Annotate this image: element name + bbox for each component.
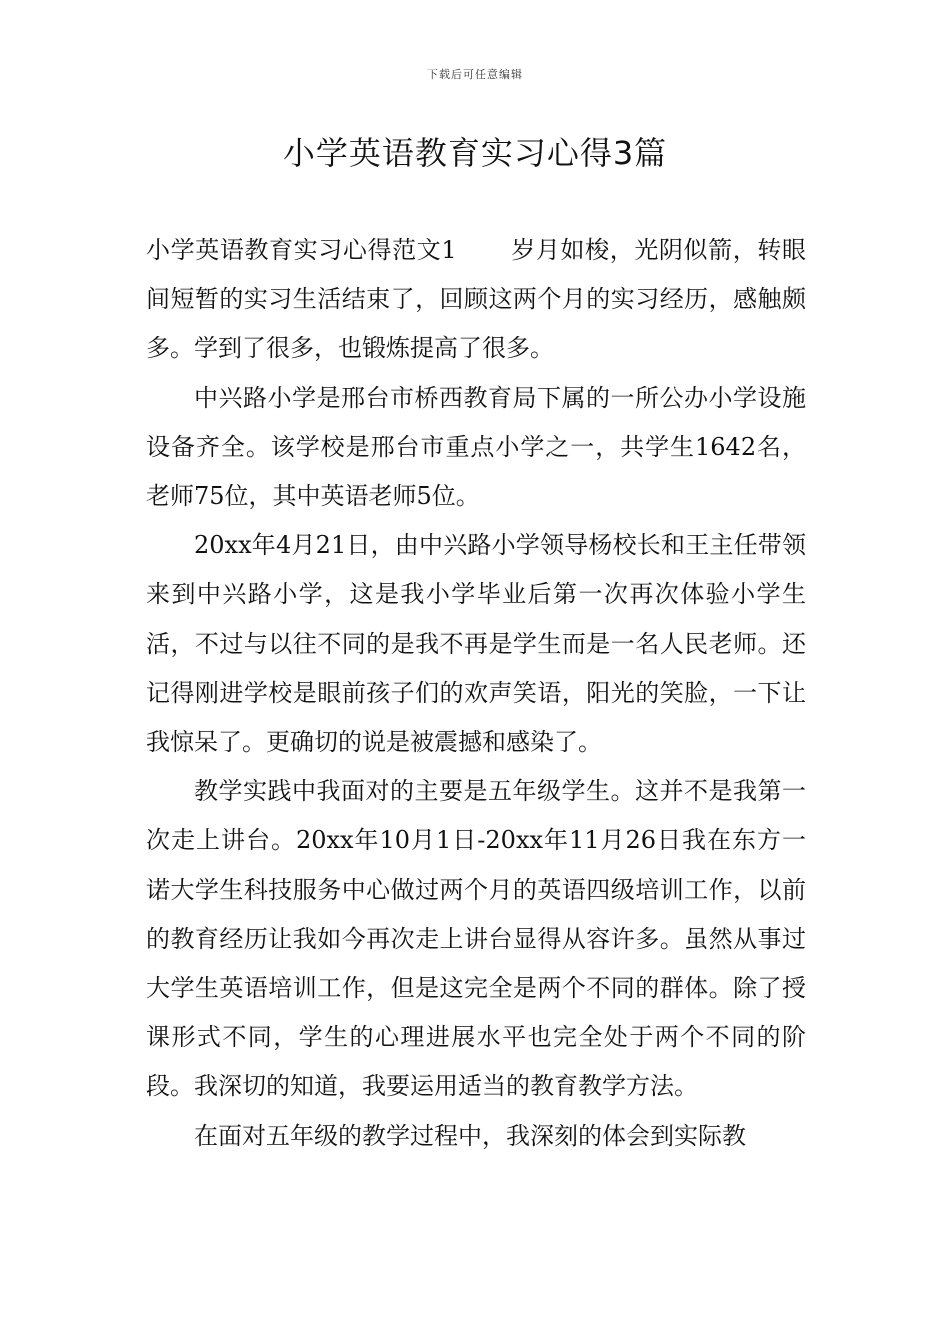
paragraph-4: 教学实践中我面对的主要是五年级学生。这并不是我第一次走上讲台。20xx年10月1日-20xx年11月26日我在东方一诺大学生科技服务中心做过两个月的英语四级培训工作，以前的教育经历让我如今再次走上讲台显得从容许多。虽然从事过大学生英语培训工作，但是这完全是两个不同的群体。除了授课形式不同，学生的心理进展水平也完全处于两个不同的阶段。我深切的知道，我要运用适当的教育教学方法。 <box>146 777 806 1101</box>
paragraph-1-text: 岁月如梭，光阴似箭，转眼间短暂的实习生活结束了，回顾这两个月的实习经历，感触颇多。学到了很多，也锻炼提高了很多。 <box>146 236 806 363</box>
paragraph-5: 在面对五年级的教学过程中，我深刻的体会到实际教 <box>194 1121 746 1150</box>
document-title: 小学英语教育实习心得3篇 <box>282 134 668 172</box>
header-note: 下载后可任意编辑 <box>427 68 523 81</box>
paragraph-3: 20xx年4月21日，由中兴路小学领导杨校长和王主任带领来到中兴路小学，这是我小学毕业后第一次再次体验小学生活，不过与以往不同的是我不再是学生而是一名人民老师。还记得刚进学校是眼前孩子们的欢声笑语，阳光的笑脸，一下让我惊呆了。更确切的说是被震撼和感染了。 <box>146 531 806 757</box>
document-body <box>146 226 806 1161</box>
paragraph-1 <box>146 226 806 374</box>
paragraph-2: 中兴路小学是邢台市桥西教育局下属的一所公办小学设施设备齐全。该学校是邢台市重点小学之一，共学生1642名，老师75位，其中英语老师5位。 <box>146 383 806 511</box>
essay-label: 小学英语教育实习心得范文1 <box>146 236 457 264</box>
